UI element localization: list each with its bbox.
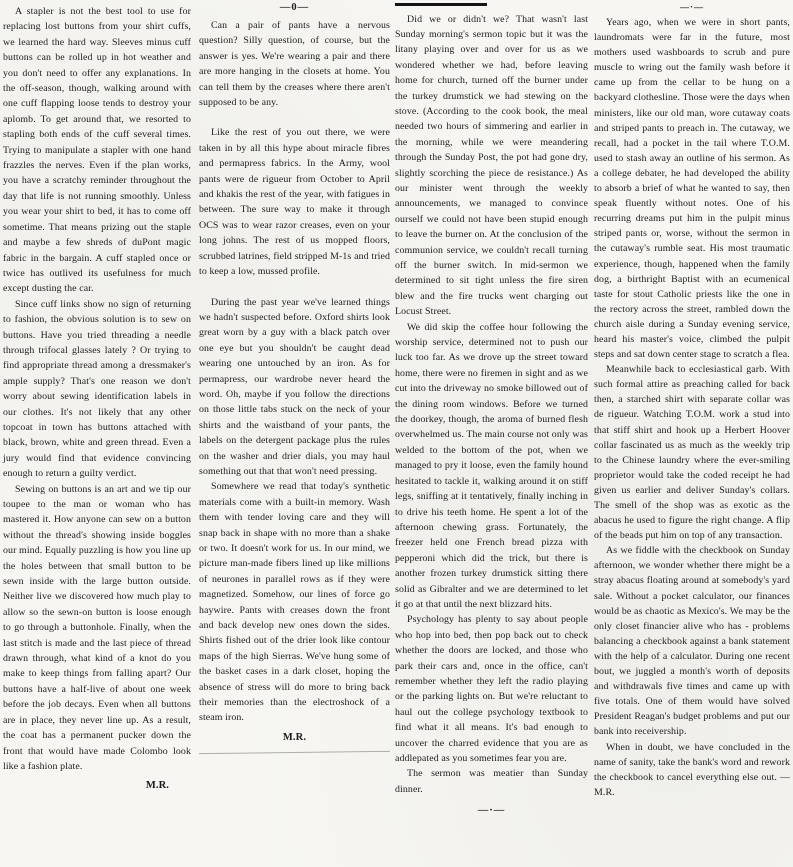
paragraph: As we fiddle with the checkbook on Sunday afternoon, we wonder whether there might be a stray abacus floating around at somebody's yard sale. Without a pocket calculator, our finances would be as chaotic as Mexico's. We may be the only closet financier alive who has - problems balancing a checkbook against a bank statement with the help of a calculator. During one recent bout, we juggled a month's worth of deposits and withdrawals five times and came up with five totals. One of them would have solved President Reagan's budget problems and put our bank into receivership. [594,545,790,738]
section-divider: —0— [279,2,310,13]
author-signature: M.R. [282,731,307,743]
column-2 [199,1,390,753]
paragraph: Can a pair of pants have a nervous question? Silly question, of course, but the answer is yes. We're wearing a pair and there are more hanging in the closets at home. You can tell them by the creases where there aren't supposed to be any. [199,20,390,109]
section-divider: —·— [477,805,506,817]
paragraph: Like the rest of you out there, we were taken in by all this hype about miracle fibres and permapress fabrics. In the Army, wool pants were de rigueur from October to April and khakis the rest of the year, with fatigues in between. The sure way to make it through OCS was to wear razor creases, even on your long johns. The rest of us mopped floors, scrubbed latrines, field stripped M-1s and tried to keep a low, mussed profile. [199,127,390,278]
paragraph: Did we or didn't we? That wasn't last Sunday morning's sermon topic but it was the litany playing over and over for us as we wondered whether we had, before leaving home for church, turned off the burner under the turkey drumstick we had stewing on the stove. (According to the cook book, the meal needed two hours of simmering and earlier in the morning, while we were meandering through the Sunday Post, the pot had gone dry, slightly scorching the piece de resistance.) As our minister went through the weekly announcements, we managed to convince ourself we could not have been stupid enough to leave the burner on. At the conclusion of the communion service, we couldn't recall turning off the burner switch. In mid-sermon we determined to sit tight unless the fire siren blew and the fire trucks went charging out Locust Street. [395,13,588,318]
paragraph: Since cuff links show no sign of returning to fashion, the obvious solution is to sew on buttons. Have you tried threading a needle through trifocal glasses lately ? Or trying to find appropriate thread among a dressmaker's ample supply? That's one reason we don't worry about sewing identification labels in our clothes. It's not likely that any other topcoat in town has buttons attached with black, brown, white and green thread. Even a jury would find that evidence convincing enough to return a guilty verdict. [3,298,191,480]
scan-artifact-line [199,751,390,754]
paragraph: The sermon was meatier than Sunday dinner. [395,768,588,795]
section-divider: —·— [679,2,704,12]
paragraph: When in doubt, we have concluded in the name of sanity, take the bank's word and rework the checkbook to cancel everything else out. — M.R. [594,741,790,798]
column-3 [395,2,588,818]
paragraph: Somewhere we read that today's synthetic materials come with a built-in memory. Wash them with tender loving care and they will snap back in shape with no more than a shake or two. It doesn't work for us. In our mind, we picture man-made fibers lined up like millions of neurones in parallel rows as if they were magnetized. Somehow, our lines of force go haywire. Pants with creases down the front and back develop new ones down the sides. Shirts fished out of the drier look like contour maps of the high Sierras. We've hung some of the basket cases in a dark closet, hoping the absence of stress will do more to bring back their memories than the electroshock of a steam iron. [199,481,390,724]
paragraph: Years ago, when we were in short pants, laundromats were far in the future, most mothers used washboards to scrub and pure muscle to wring out the family wash before it came up from the cellar to be hung on a backyard clothesline. Those were the days when ministers, like our old man, wore cutaway coats and striped pants to preach in. The cutaway, we recall, had a pocket in the tail where T.O.M. used to stash away an outline of his sermon. As a college debater, he had developed the ability to absorb a brief of what he wanted to say, then speak fluently without notes. One of his recurring dreams put him in the pulpit minus striped pants or, worse, without the sermon in the cutaway's rumble seat. His most traumatic experience, though, happened when the family dog, a birthright Baptist with an ecumenical taste for stout Catholic priests like the one in the rectory across the street, rambled down the church aisle during a Sunday evening service, heard his master's voice, climbed the pulpit steps and sat down center stage to scratch a flea. [594,17,790,361]
paragraph: Sewing on buttons is an art and we tip our toupee to the man or woman who has mastered it. How anyone can sew on a button without the thread's showing inside boggles our mind. Equally puzzling is how you line up the holes between that small button to be sewn inside with the large button outside. Neither live we discovered how much play to allow so the sewn-on button is loose enough to go through a buttonhole. Finally, when the last stitch is made and the last piece of thread drawn through, what kind of a knot do you make to keep things from falling apart? Our buttons have a half-live of about one week before the job decays. Even when all buttons are in place, they never line up. As a result, the coat has a permanent pucker down the front that would have made Colombo look like a fashion plate. [3,483,191,772]
paragraph: During the past year we've learned things we hadn't suspected before. Oxford shirts look great worn by a guy with a black patch over one eye but you shouldn't be caught dead wearing one untouched by an iron. As for permapress, our wardrobe never heard the word. Oh, maybe if you follow the directions on those little tabs stuck on the neck of your shirts and the waistband of your pants, the labels on the detergent package plus the rules on the washer and drier dials, you may haul something out that that won't need pressing. [199,296,390,477]
column-top-rule [395,3,487,6]
column-4 [594,0,790,800]
paragraph: Meanwhile back to ecclesiastical garb. With such formal attire as preaching called for back then, a starched shirt with separate collar was de rigueur. Watching T.O.M. work a stud into that stiff shirt and hook up a Herbert Hoover collar fascinated us as much as the weekly trip to the Chinese laundry where the ever-smiling proprietor would take the coded receipt he had given us earlier and deliver Sunday's collars. The smell of the shop was as exotic as the abacus he used to figure the right change. A flip of the beads put him on top of any transaction. [594,364,790,542]
paragraph: A stapler is not the best tool to use for replacing lost buttons from your shirt cuffs, we learned the hard way. Sleeves minus cuff buttons can be rolled up in hot weather and you don't need to offer any explanations. In the off-season, though, walking around with one cuff flapping loose tends to destroy your aplomb. To get around that, we resorted to stapling both ends of the cuff several times. Trying to manipulate a stapler with one hand frazzles the nerves. Even if the plan works, you have a scratchy reminder throughout the day that life is not running smoothly. Unless you wear your shirt to bed, it has to come off sometime. That means prizing out the staple and maybe a few shreds of duPont magic fabric in the bargain. A cuff stapled once or twice has outlived its usefulness for much except dusting the car. [3,6,191,295]
author-signature: M.R. [145,780,169,792]
paragraph: We did skip the coffee hour following the worship service, determined not to push our luck too far. As we drove up the street toward home, there were no firemen in sight and as we cut into the driveway no smoke billowed out of the dining room windows. Before we turned the doorkey, though, the aroma of burned flesh overwhelmed us. The main course not only was welded to the bottom of the pot, when we managed to pry it loose, even the family hound hesitated to tackle it, walking around it on stiff legs, sniffing at it tentatively, finally inching in to drive his teeth home. He spent a lot of the afternoon chewing grass. Fortunately, the freezer held one French bread pizza with pepperoni which did the trick, but there is another frozen turkey drumstick sitting there solid as Gibralter and we are determined to let it go at that until the next blizzard hits. [395,321,588,610]
column-1 [3,4,191,794]
paragraph: Psychology has plenty to say about people who hop into bed, then pop back out to check whether the doors are locked, and those who park their cars and, once in the office, can't remember whether they left the radio playing or the parking lights on. But we're reluctant to haul out the college psychology textbook to find what it all means. It's bad enough to uncover the charred evidence that you are as addlepated as you sometimes fear you are. [395,614,588,764]
